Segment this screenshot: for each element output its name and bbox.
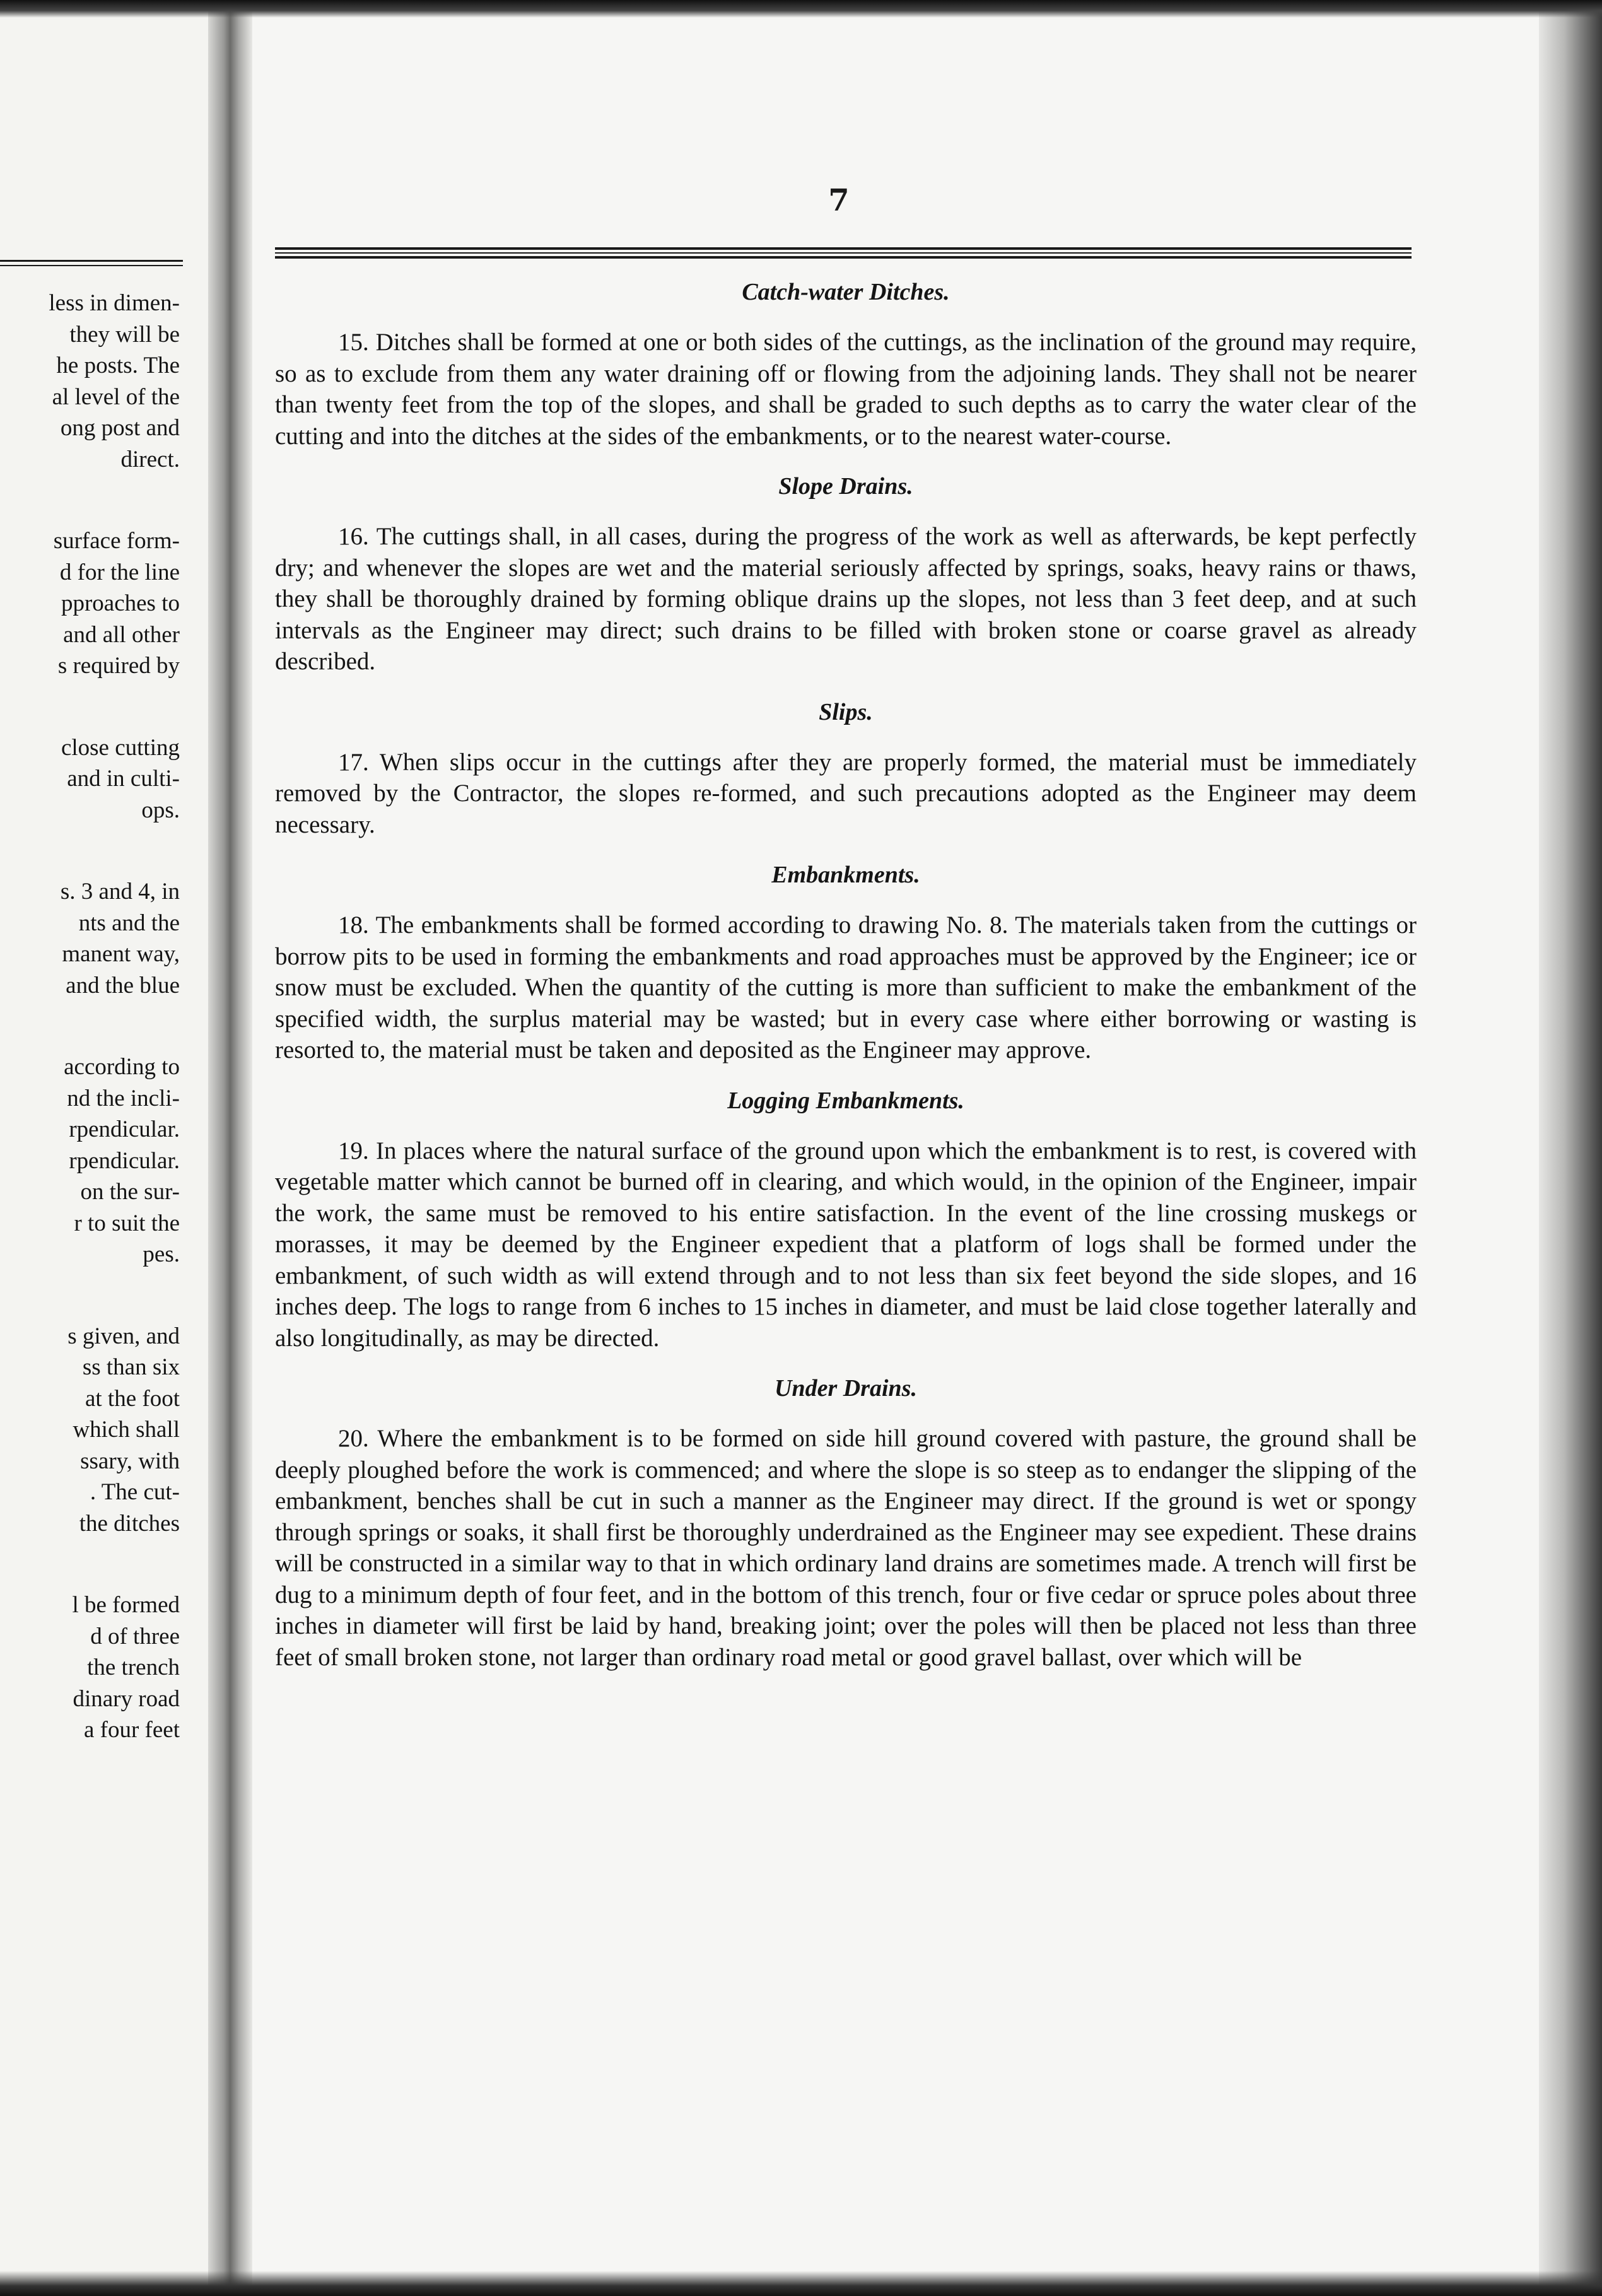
section-paragraph: 17. When slips occur in the cuttings after they are properly formed, the material must be immediately removed by the Contractor, the slopes re-formed, and such precautions adopted as the Engineer may deem necessary. [275, 748, 1417, 838]
section-heading: Embankments. [771, 862, 920, 888]
left-text-line: surface form- [53, 528, 180, 554]
left-text-line: s given, and [67, 1323, 180, 1349]
left-text-line: nd the incli- [67, 1085, 180, 1111]
left-text-line: al level of the [52, 384, 180, 410]
left-text-line: pproaches to [61, 590, 180, 616]
left-paragraph-gap [0, 475, 180, 525]
left-text-line: he posts. The [56, 353, 180, 378]
section-paragraph: 18. The embankments shall be formed according to drawing No. 8. The materials taken from the cuttings or borrow pits to be used in forming the embankments and road approaches must be approved by the Engineer; ice or snow must be excluded. When the quantity of the cutting is more than sufficient to make the embankment of the specified width, the surplus material may be wasted; but in every case where either borrowing or wasting is resorted to, the material must be taken and deposited as the Engineer may approve. [275, 911, 1417, 1063]
right-edge-shadow [1539, 0, 1602, 2296]
left-text-line: direct. [120, 446, 180, 472]
left-text-line: according to [64, 1054, 180, 1080]
left-text-line: close cutting [61, 734, 180, 761]
left-text-line: and in culti- [67, 766, 180, 792]
left-column-text [0, 288, 180, 1746]
left-paragraph-gap [0, 1270, 180, 1321]
left-header-rule-thin [0, 265, 183, 266]
left-text-line: manent way, [62, 941, 180, 967]
left-text-line: l be formed [72, 1592, 180, 1618]
scan-bottom-edge [0, 2271, 1602, 2296]
left-text-line: s. 3 and 4, in [60, 879, 180, 905]
left-text-line: . The cut- [90, 1479, 180, 1505]
header-rule-top [275, 247, 1412, 250]
left-text-line: they will be [69, 321, 180, 348]
left-text-line: s required by [57, 653, 180, 679]
left-header-rule [0, 260, 183, 262]
left-text-line: rpendicular. [69, 1116, 180, 1142]
left-text-line: nts and the [78, 910, 180, 936]
left-text-line: rpendicular. [69, 1147, 180, 1174]
left-text-line: at the foot [85, 1385, 180, 1412]
left-text-line: ss than six [82, 1354, 180, 1380]
section-heading: Catch-water Ditches. [742, 279, 950, 305]
header-rule-middle [275, 252, 1412, 254]
left-text-line: d for the line [59, 559, 180, 585]
left-text-line: and the blue [66, 972, 180, 999]
page-number: 7 [828, 183, 850, 218]
left-text-line: the ditches [79, 1510, 180, 1537]
left-text-line: d of three [90, 1623, 180, 1649]
section-paragraph: 16. The cuttings shall, in all cases, during the progress of the work as well as afterwards, be kept perfectly dry; and whenever the slopes are wet and the material seriously affected by springs, soaks, heavy rains or thaws, they shall be thoroughly drained by forming oblique drains up the slopes, not less than 3 feet deep, and at such intervals as the Engineer may direct; such drains to be filled with broken stone or coarse gravel as already described. [275, 523, 1417, 675]
left-text-line: ssary, with [80, 1448, 180, 1474]
section-paragraph: 15. Ditches shall be formed at one or both sides of the cuttings, as the inclination of the ground may require, so as to exclude from them any water draining off or flowing from the adjoining lands. They shall not be nearer than twenty feet from the top of the slopes, and shall be graded to such depths as to carry the water clear of the cutting and into the ditches at the sides of the embankments, or to the nearest water-course. [275, 329, 1417, 450]
left-text-line: r to suit the [74, 1210, 180, 1236]
left-text-line: ops. [141, 797, 180, 823]
header-rule-bottom [275, 256, 1412, 259]
left-text-line: the trench [87, 1655, 180, 1680]
left-text-line: less in dimen- [49, 290, 180, 316]
left-text-line: and all other [63, 621, 180, 648]
section-heading: Logging Embankments. [727, 1087, 964, 1114]
left-paragraph-gap [0, 682, 180, 732]
left-text-line: which shall [73, 1417, 180, 1443]
left-text-line: ong post and [60, 415, 180, 441]
left-paragraph-gap [0, 1539, 180, 1590]
left-text-line: a four feet [83, 1717, 180, 1743]
left-text-line: on the sur- [80, 1179, 180, 1205]
left-text-line: dinary road [73, 1685, 180, 1712]
left-paragraph-gap [0, 826, 180, 876]
section-heading: Slope Drains. [778, 473, 913, 500]
left-page-fragment [0, 0, 218, 2296]
left-text-line: pes. [143, 1241, 180, 1267]
book-gutter [208, 0, 252, 2296]
section-heading: Slips. [819, 698, 873, 725]
section-heading: Under Drains. [775, 1375, 917, 1402]
section-paragraph: 19. In places where the natural surface of the ground upon which the embankment is to rest, is covered with vegetable matter which cannot be burned off in clearing, and which would, in the opinion of the Engineer, impair the work, the same must be removed to his entire satisfaction. In the event of the line crossing muskegs or morasses, it may be deemed by the Engineer expedient that a platform of logs shall be formed under the embankment, of such width as will extend through and to not less than six feet beyond the side slopes, and 16 inches deep. The logs to range from 6 inches to 15 inches in diameter, and must be laid close together laterally and also longitudinally, as may be directed. [275, 1137, 1417, 1352]
main-text-column [275, 276, 1417, 1692]
scan-top-edge [0, 0, 1602, 18]
left-paragraph-gap [0, 1001, 180, 1051]
section-paragraph: 20. Where the embankment is to be formed on side hill ground covered with pasture, the ground shall be deeply ploughed before the work is commenced; and where the slope is so steep as to endanger the slipping of the embankment, benches shall be cut in such a manner as the Engineer may direct. If the ground is wet or spongy through springs or soaks, it shall first be thoroughly underdrained as the Engineer may see expedient. These drains will be constructed in a similar way to that in which ordinary land drains are sometimes made. A trench will first be dug to a minimum depth of four feet, and in the bottom of this trench, four or five cedar or spruce poles about three inches in diameter will first be laid by hand, breaking joint; over the poles will then be placed not less than three feet of small broken stone, not larger than ordinary road metal or good gravel ballast, over which will be [275, 1425, 1417, 1671]
